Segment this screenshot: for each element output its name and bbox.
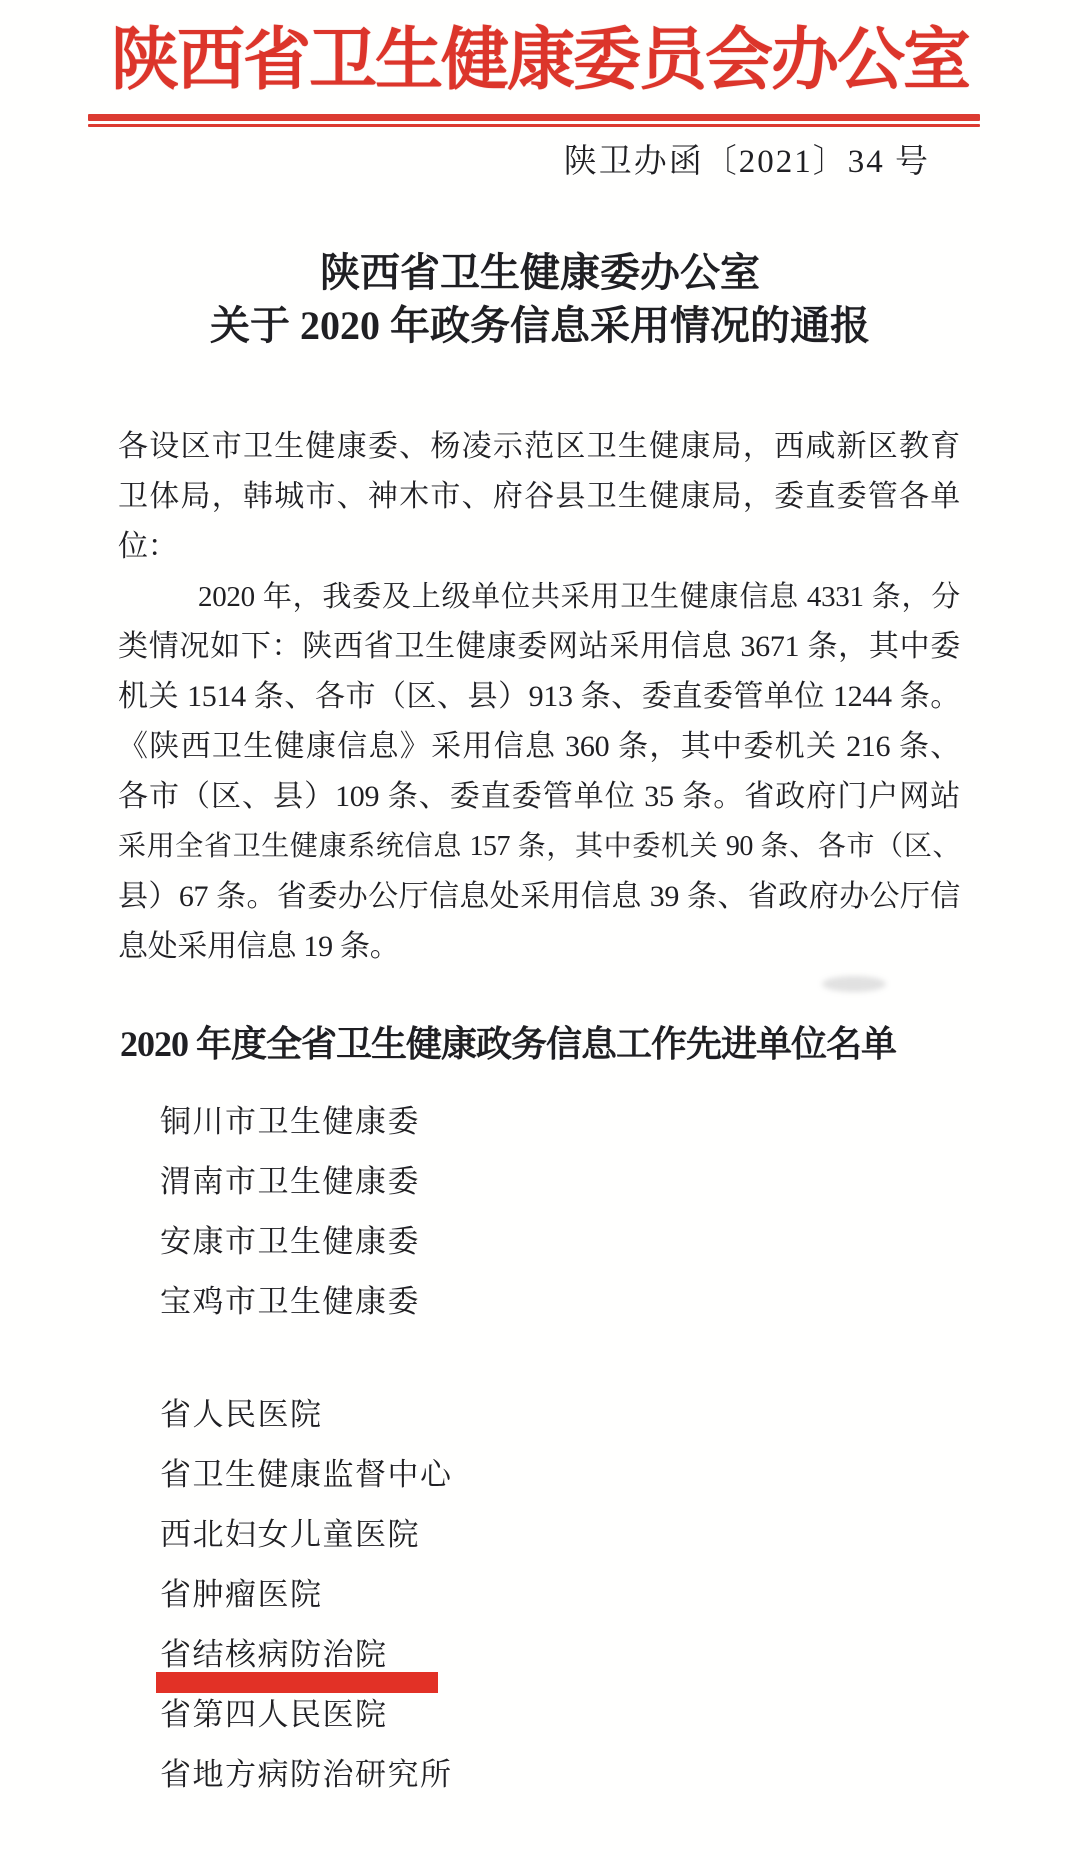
letterhead-org-name: 陕西省卫生健康委员会办公室 — [110, 22, 969, 98]
body-line: 息处采用信息 19 条。 — [118, 930, 400, 963]
document-title-line-1: 陕西省卫生健康委办公室 — [320, 250, 760, 295]
document-title-line-2: 关于 2020 年政务信息采用情况的通报 — [210, 303, 870, 348]
letterhead-rule — [88, 114, 980, 127]
body-line: 各市（区、县）109 条、委直委管单位 35 条。省政府门户网站 — [118, 780, 960, 813]
roster-item: 省人民医院 — [160, 1397, 323, 1432]
body-line: 位： — [118, 530, 178, 563]
body-line: 2020 年，我委及上级单位共采用卫生健康信息 4331 条，分 — [198, 581, 960, 613]
scan-smudge — [822, 976, 886, 992]
document-title — [0, 246, 1080, 352]
roster-item: 省肿瘤医院 — [160, 1577, 323, 1612]
roster-item: 省第四人民医院 — [160, 1697, 388, 1732]
highlight-bar — [156, 1672, 438, 1693]
body-line: 卫体局，韩城市、神木市、府谷县卫生健康局，委直委管各单 — [118, 480, 960, 513]
roster-item: 渭南市卫生健康委 — [160, 1164, 420, 1199]
roster-item: 安康市卫生健康委 — [160, 1224, 420, 1259]
body-line: 采用全省卫生健康系统信息 157 条，其中委机关 90 条、各市（区、 — [118, 831, 960, 862]
body-line: 《陕西卫生健康信息》采用信息 360 条，其中委机关 216 条、 — [118, 730, 960, 763]
body-line: 类情况如下：陕西省卫生健康委网站采用信息 3671 条，其中委 — [118, 630, 960, 663]
roster-heading: 2020 年度全省卫生健康政务信息工作先进单位名单 — [120, 1024, 897, 1064]
roster-group-cities — [160, 1092, 420, 1332]
roster-item: 省卫生健康监督中心 — [160, 1457, 453, 1492]
roster-item-highlighted: 省结核病防治院 — [160, 1637, 388, 1672]
body-line: 各设区市卫生健康委、杨凌示范区卫生健康局，西咸新区教育 — [118, 430, 960, 463]
letterhead-rule-thick — [88, 114, 980, 121]
body-line: 机关 1514 条、各市（区、县）913 条、委直委管单位 1244 条。 — [118, 680, 960, 713]
body-line: 县）67 条。省委办公厅信息处采用信息 39 条、省政府办公厅信 — [118, 880, 960, 913]
roster-item: 铜川市卫生健康委 — [160, 1104, 420, 1139]
roster-item: 宝鸡市卫生健康委 — [160, 1284, 420, 1319]
roster-item: 省地方病防治研究所 — [160, 1757, 453, 1792]
document-body — [118, 422, 960, 972]
letterhead-rule-thin — [88, 124, 980, 127]
roster-item: 西北妇女儿童医院 — [160, 1517, 420, 1552]
doc-number: 陕卫办函〔2021〕34 号 — [563, 144, 930, 180]
roster-group-institutions — [160, 1385, 453, 1805]
